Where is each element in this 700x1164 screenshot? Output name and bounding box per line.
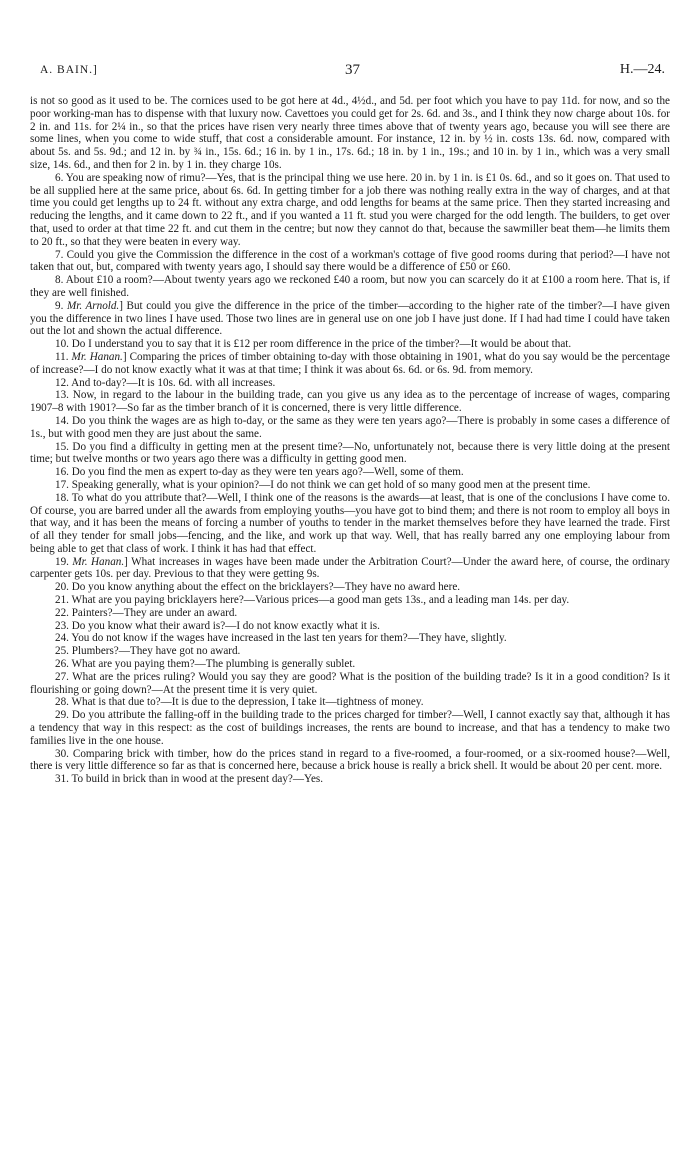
paragraph-text: But could you give the difference in the price of the timber—according to the higher rate of the timber?—I have given you the difference in two lines I have used. Those two lines are in general use on one job I have just done. If I had had time I could have taken out the lot and shown the actual difference. (30, 299, 670, 338)
paragraph-text: Could you give the Commission the difference in the cost of a workman's cottage of five good rooms during that period?—I have not taken that out, but, compared with twenty years ago, I should say there would be a difference of £50 or £60. (30, 248, 671, 274)
question-number: 30. (55, 747, 73, 760)
paragraph-text: Plumbers?—They have got no award. (71, 645, 241, 658)
qa-paragraph: 19. Mr. Hanan.] What increases in wages have been made under the Arbitration Court?—Under the award here, of course, the ordinary carpenter gets 10s. per day. Previous to that they were getting 9s. (30, 555, 670, 581)
question-number: 19. (55, 555, 73, 568)
witness-label: A. BAIN.] (40, 64, 98, 76)
paragraph-text: Do you find the men as expert to-day as they were ten years ago?—Well, some of them. (71, 466, 464, 479)
question-number: 31. (55, 773, 72, 786)
paragraph-text: Do you find a difficulty in getting men at the present time?—No, unfortunately not, because there is very little doing at the present time; but twelve months or two years ago there was a difficulty in getting good men. (30, 440, 670, 466)
page-number: 37 (345, 62, 360, 78)
question-number: 25. (55, 645, 72, 658)
question-number: 23. (55, 619, 72, 632)
paragraph-text: Comparing brick with timber, how do the prices stand in regard to a five-roomed, a four-roomed, or a six-roomed house?—Well, there is very little difference so far as that is concerned here, because a brick house is really a brick shell. It would be about 20 per cent. more. (30, 747, 670, 773)
question-number: 13. (55, 389, 73, 402)
question-number: 26. (55, 658, 72, 671)
qa-paragraph (30, 696, 670, 709)
speaker-name: Mr. Arnold. (66, 299, 120, 312)
question-number: 10. (55, 338, 72, 351)
qa-paragraph (30, 645, 670, 658)
qa-paragraph (30, 389, 670, 415)
speaker-name: Mr. Hanan. (72, 555, 125, 568)
qa-paragraph (30, 607, 670, 620)
qa-paragraph (30, 95, 670, 172)
question-number: 20. (55, 581, 72, 594)
question-number: 17. (55, 478, 72, 491)
question-number: 22. (55, 606, 72, 619)
qa-paragraph (30, 773, 670, 786)
paragraph-text: To build in brick than in wood at the present day?—Yes. (71, 773, 324, 786)
question-number: 27. (55, 670, 73, 683)
paragraph-text: What are you paying them?—The plumbing is generally sublet. (71, 658, 356, 671)
qa-paragraph: 9. Mr. Arnold.] But could you give the difference in the price of the timber—according to the higher rate of the timber?—I have given you the difference in two lines I have used. Those two lines are in general use on one job I have just done. If I had had time I could have taken out the lot and shown the actual difference. (30, 299, 670, 338)
paragraph-text: Now, in regard to the labour in the building trade, can you give us any idea as to the percentage of increase of wages, comparing 1907–8 with 1901?—So far as the timber branch of it is concerned, there is very little difference. (30, 389, 670, 415)
paragraph-text: Do you know anything about the effect on the bricklayers?—They have no award here. (71, 581, 461, 594)
paragraph-text: What are you paying bricklayers here?—Various prices—a good man gets 13s., and a leading man 14s. per day. (71, 594, 570, 607)
section-reference: H.—24. (619, 62, 665, 77)
question-number: 21. (55, 594, 72, 607)
paragraph-text: And to-day?—It is 10s. 6d. with all increases. (71, 376, 276, 389)
question-number: 28. (55, 696, 72, 709)
qa-paragraph: 11. Mr. Hanan.] Comparing the prices of timber obtaining to-day with those obtaining in 1901, what do you say would be the percentage of increase?—I do not know exactly what it was at that time; I think it was about 6s. 6d. or 6s. 9d. from memory. (30, 350, 670, 376)
question-number: 11. (55, 350, 72, 363)
question-number: 9. (55, 299, 67, 312)
qa-paragraph (30, 415, 670, 441)
qa-paragraph (30, 466, 670, 479)
paragraph-text: Comparing the prices of timber obtaining to-day with those obtaining in 1901, what do you say would be the percentage of increase?—I do not know exactly what it was at that time; I think it was about 6s. 6d. or 6s. 9d. from memory. (30, 350, 670, 376)
qa-paragraph (30, 249, 670, 275)
paragraph-text: About £10 a room?—About twenty years ago we reckoned £40 a room, but now you can scarcely do it at £100 a room here. That is, if they are well finished. (30, 274, 670, 299)
paragraph-text: is not so good as it used to be. The cornices used to be got here at 4d., 4½d., and 5d. per foot which you have to pay 11d. for now, and so the poor working-man has to dispense with that luxury now. Cavettoes you could get for 2s. 6d. and 3s., and I think they now charge about 10s. for 2 in. and 11s. for 2¼ in., so that the prices have risen very nearly three times above that of twenty years ago, because you will see there are some lines, when you come to wide stuff, that cost a considerable amount. For instance, 12 in. by ½ in. costs 13s. 6d. now, compared with about 5s. and 5s. 9d.; and 12 in. by ¾ in., 15s. 6d.; 16 in. by 1 in., 17s. 6d.; 18 in. by 1 in., 19s.; and 10 in. by 1 in., which was a very small size, 14s. 6d., and then for 2 in. by 1 in. they charge 10s. (30, 95, 670, 171)
question-number: 15. (55, 440, 73, 453)
qa-paragraph (30, 581, 670, 594)
question-number: 6. (55, 171, 66, 184)
paragraph-text: Do you attribute the falling-off in the building trade to the prices charged for timber?—Well, I cannot exactly say that, although it has a tendency that way in this respect: as the cost of buildings increases, the rents are bound to increase, and that has a tendency to make two families live in the one house. (30, 709, 670, 747)
qa-paragraph (30, 594, 670, 607)
qa-paragraph (30, 492, 670, 556)
qa-paragraph (30, 479, 670, 492)
question-number: 29. (55, 709, 72, 722)
speaker-name: Mr. Hanan. (71, 350, 123, 363)
paragraph-text: To what do you attribute that?—Well, I think one of the reasons is the awards—at least, that is one of the conclusions I have come to. Of course, you are barred under all the awards from employing youths—you have got to bind them; and there is not room to employ all boys in that way, and it has been the means of forcing a number of youths to tender in the market themselves before they have learned the trade. First of all they tender for small jobs—fencing, and the like, and work up that way. Well, that has really barred any one employing labour from being able to get that class of work. I think it has had that effect. (30, 491, 670, 555)
paragraph-text: What increases in wages have been made under the Arbitration Court?—Under the award here, of course, the ordinary carpenter gets 10s. per day. Previous to that they were getting 9s. (30, 555, 670, 581)
question-number: 24. (55, 632, 72, 645)
qa-paragraph (30, 441, 670, 467)
qa-paragraph (30, 709, 670, 747)
paragraph-text: Speaking generally, what is your opinion?—I do not think we can get hold of so many good men at the present time. (71, 478, 591, 491)
paragraph-text: Do I understand you to say that it is £12 per room difference in the price of the timber?—It would be about that. (71, 338, 572, 351)
paragraph-text: You do not know if the wages have increased in the last ten years for them?—They have, slightly. (71, 632, 507, 645)
question-number: 12. (55, 376, 72, 389)
paragraph-text: Painters?—They are under an award. (71, 606, 238, 619)
qa-paragraph (30, 172, 670, 249)
question-number: 8. (55, 274, 66, 287)
paragraph-text: You are speaking now of rimu?—Yes, that is the principal thing we use here. 20 in. by 1 in. is £1 0s. 6d., and so it goes on. That used to be all supplied here at the same price, about 6s. 6d. In getting timber for a job there was nothing really extra in the way of charges, and at that time you could get lengths up to 24 ft. without any extra charge, and odd lengths for beams at the same price. Then they started increasing and reducing the lengths, and it came down to 22 ft., and if you wanted a 11 ft. stud you were charged for the odd length. The builders, to get over that, used to order at that time 22 ft. and cut them in the centre; but now they cannot do that, because the sawmiller beat them—he limits them to 20 ft., so that they were beaten in every way. (30, 171, 670, 248)
paragraph-text: Do you think the wages are as high to-day, or the same as they were ten years ago?—There is probably in some cases a difference of 1s., but with good men they are just about the same. (30, 414, 670, 440)
question-number: 16. (55, 466, 72, 479)
qa-paragraph (30, 671, 670, 697)
qa-paragraph (30, 274, 670, 300)
qa-paragraph (30, 748, 670, 774)
question-number: 7. (55, 248, 67, 261)
document-body (30, 95, 670, 786)
paragraph-text: What is that due to?—It is due to the depression, I take it—tightness of money. (71, 696, 424, 709)
qa-paragraph (30, 377, 670, 390)
paragraph-text: Do you know what their award is?—I do not know exactly what it is. (71, 619, 380, 632)
page-header (40, 62, 665, 82)
question-number: 14. (55, 414, 73, 427)
question-number: 18. (55, 491, 72, 504)
qa-paragraph (30, 632, 670, 645)
qa-paragraph (30, 338, 670, 351)
qa-paragraph (30, 658, 670, 671)
qa-paragraph (30, 620, 670, 633)
paragraph-text: What are the prices ruling? Would you say they are good? What is the position of the building trade? Is it in a good condition? Is it flourishing or going down?—At the present time it is very quiet. (30, 670, 670, 696)
